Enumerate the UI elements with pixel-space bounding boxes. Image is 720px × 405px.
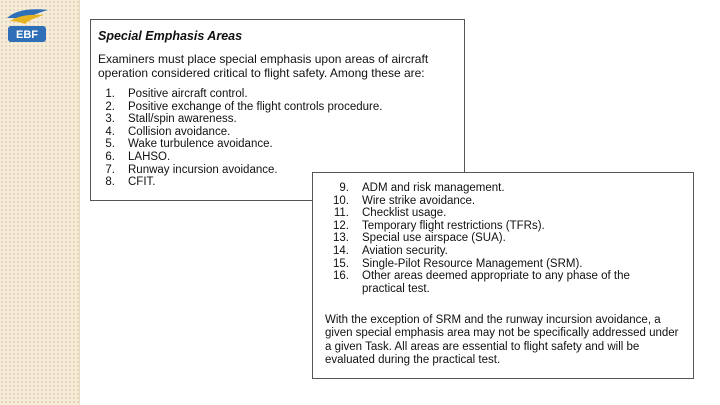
- item-text: Temporary flight restrictions (TFRs).: [362, 219, 545, 232]
- section-title: Special Emphasis Areas: [98, 29, 243, 43]
- list-item: [325, 195, 685, 208]
- list-item: [325, 207, 685, 220]
- item-text: Wake turbulence avoidance.: [128, 138, 273, 151]
- item-text: LAHSO.: [128, 150, 171, 163]
- intro-paragraph: Examiners must place special emphasis upon areas of aircraft operation considered critical to flight safety. Among these are:: [98, 52, 429, 80]
- list-item: [91, 138, 461, 151]
- list-item: [91, 101, 461, 114]
- item-number: 14.: [333, 244, 349, 257]
- item-text: Stall/spin awareness.: [128, 113, 237, 126]
- list-item: [325, 245, 685, 258]
- item-number: 4.: [105, 125, 115, 138]
- item-number: 2.: [105, 100, 115, 113]
- item-text: Runway incursion avoidance.: [128, 163, 278, 176]
- item-text: Single-Pilot Resource Management (SRM).: [362, 257, 583, 270]
- item-number: 15.: [333, 257, 349, 270]
- list-item: [91, 126, 461, 139]
- list-item: [91, 113, 461, 126]
- item-number: 7.: [105, 163, 115, 176]
- item-number: 6.: [105, 150, 115, 163]
- special-emphasis-panel-2: [312, 172, 694, 379]
- decorative-side-strip: [0, 0, 80, 405]
- list-item: [325, 182, 685, 195]
- emphasis-list-2: [325, 182, 685, 295]
- item-text: ADM and risk management.: [362, 182, 505, 194]
- item-number: 13.: [333, 232, 349, 245]
- logo-text: EBF: [16, 29, 38, 41]
- item-number: 12.: [333, 219, 349, 232]
- item-number: 9.: [339, 182, 349, 194]
- list-item: [325, 270, 685, 295]
- list-item: [91, 151, 461, 164]
- list-item: [325, 232, 685, 245]
- list-item: [91, 88, 461, 101]
- item-text: Special use airspace (SUA).: [362, 232, 506, 245]
- item-text: Positive aircraft control.: [128, 88, 248, 100]
- item-number: 11.: [333, 207, 349, 220]
- item-text: Checklist usage.: [362, 207, 447, 220]
- item-number: 8.: [105, 176, 115, 189]
- exception-note-paragraph: With the exception of SRM and the runway incursion avoidance, a given special emphasis area may not be specifically addressed under a given Task. All areas are essential to flight safety and will be evaluated during the practical test.: [325, 314, 679, 366]
- item-text: Positive exchange of the flight controls procedure.: [128, 100, 383, 113]
- list-item: [325, 258, 685, 271]
- item-number: 3.: [105, 113, 115, 126]
- item-text: Collision avoidance.: [128, 125, 231, 138]
- item-number: 1.: [105, 88, 115, 100]
- list-item: [325, 220, 685, 233]
- item-number: 16.: [333, 270, 349, 283]
- item-text: CFIT.: [128, 176, 156, 189]
- eagle-logo-icon: [4, 6, 50, 48]
- item-text: Other areas deemed appropriate to any phase of the practical test.: [362, 270, 630, 295]
- item-text: Aviation security.: [362, 244, 448, 257]
- item-text: Wire strike avoidance.: [362, 194, 476, 207]
- item-number: 5.: [105, 138, 115, 151]
- item-number: 10.: [333, 194, 349, 207]
